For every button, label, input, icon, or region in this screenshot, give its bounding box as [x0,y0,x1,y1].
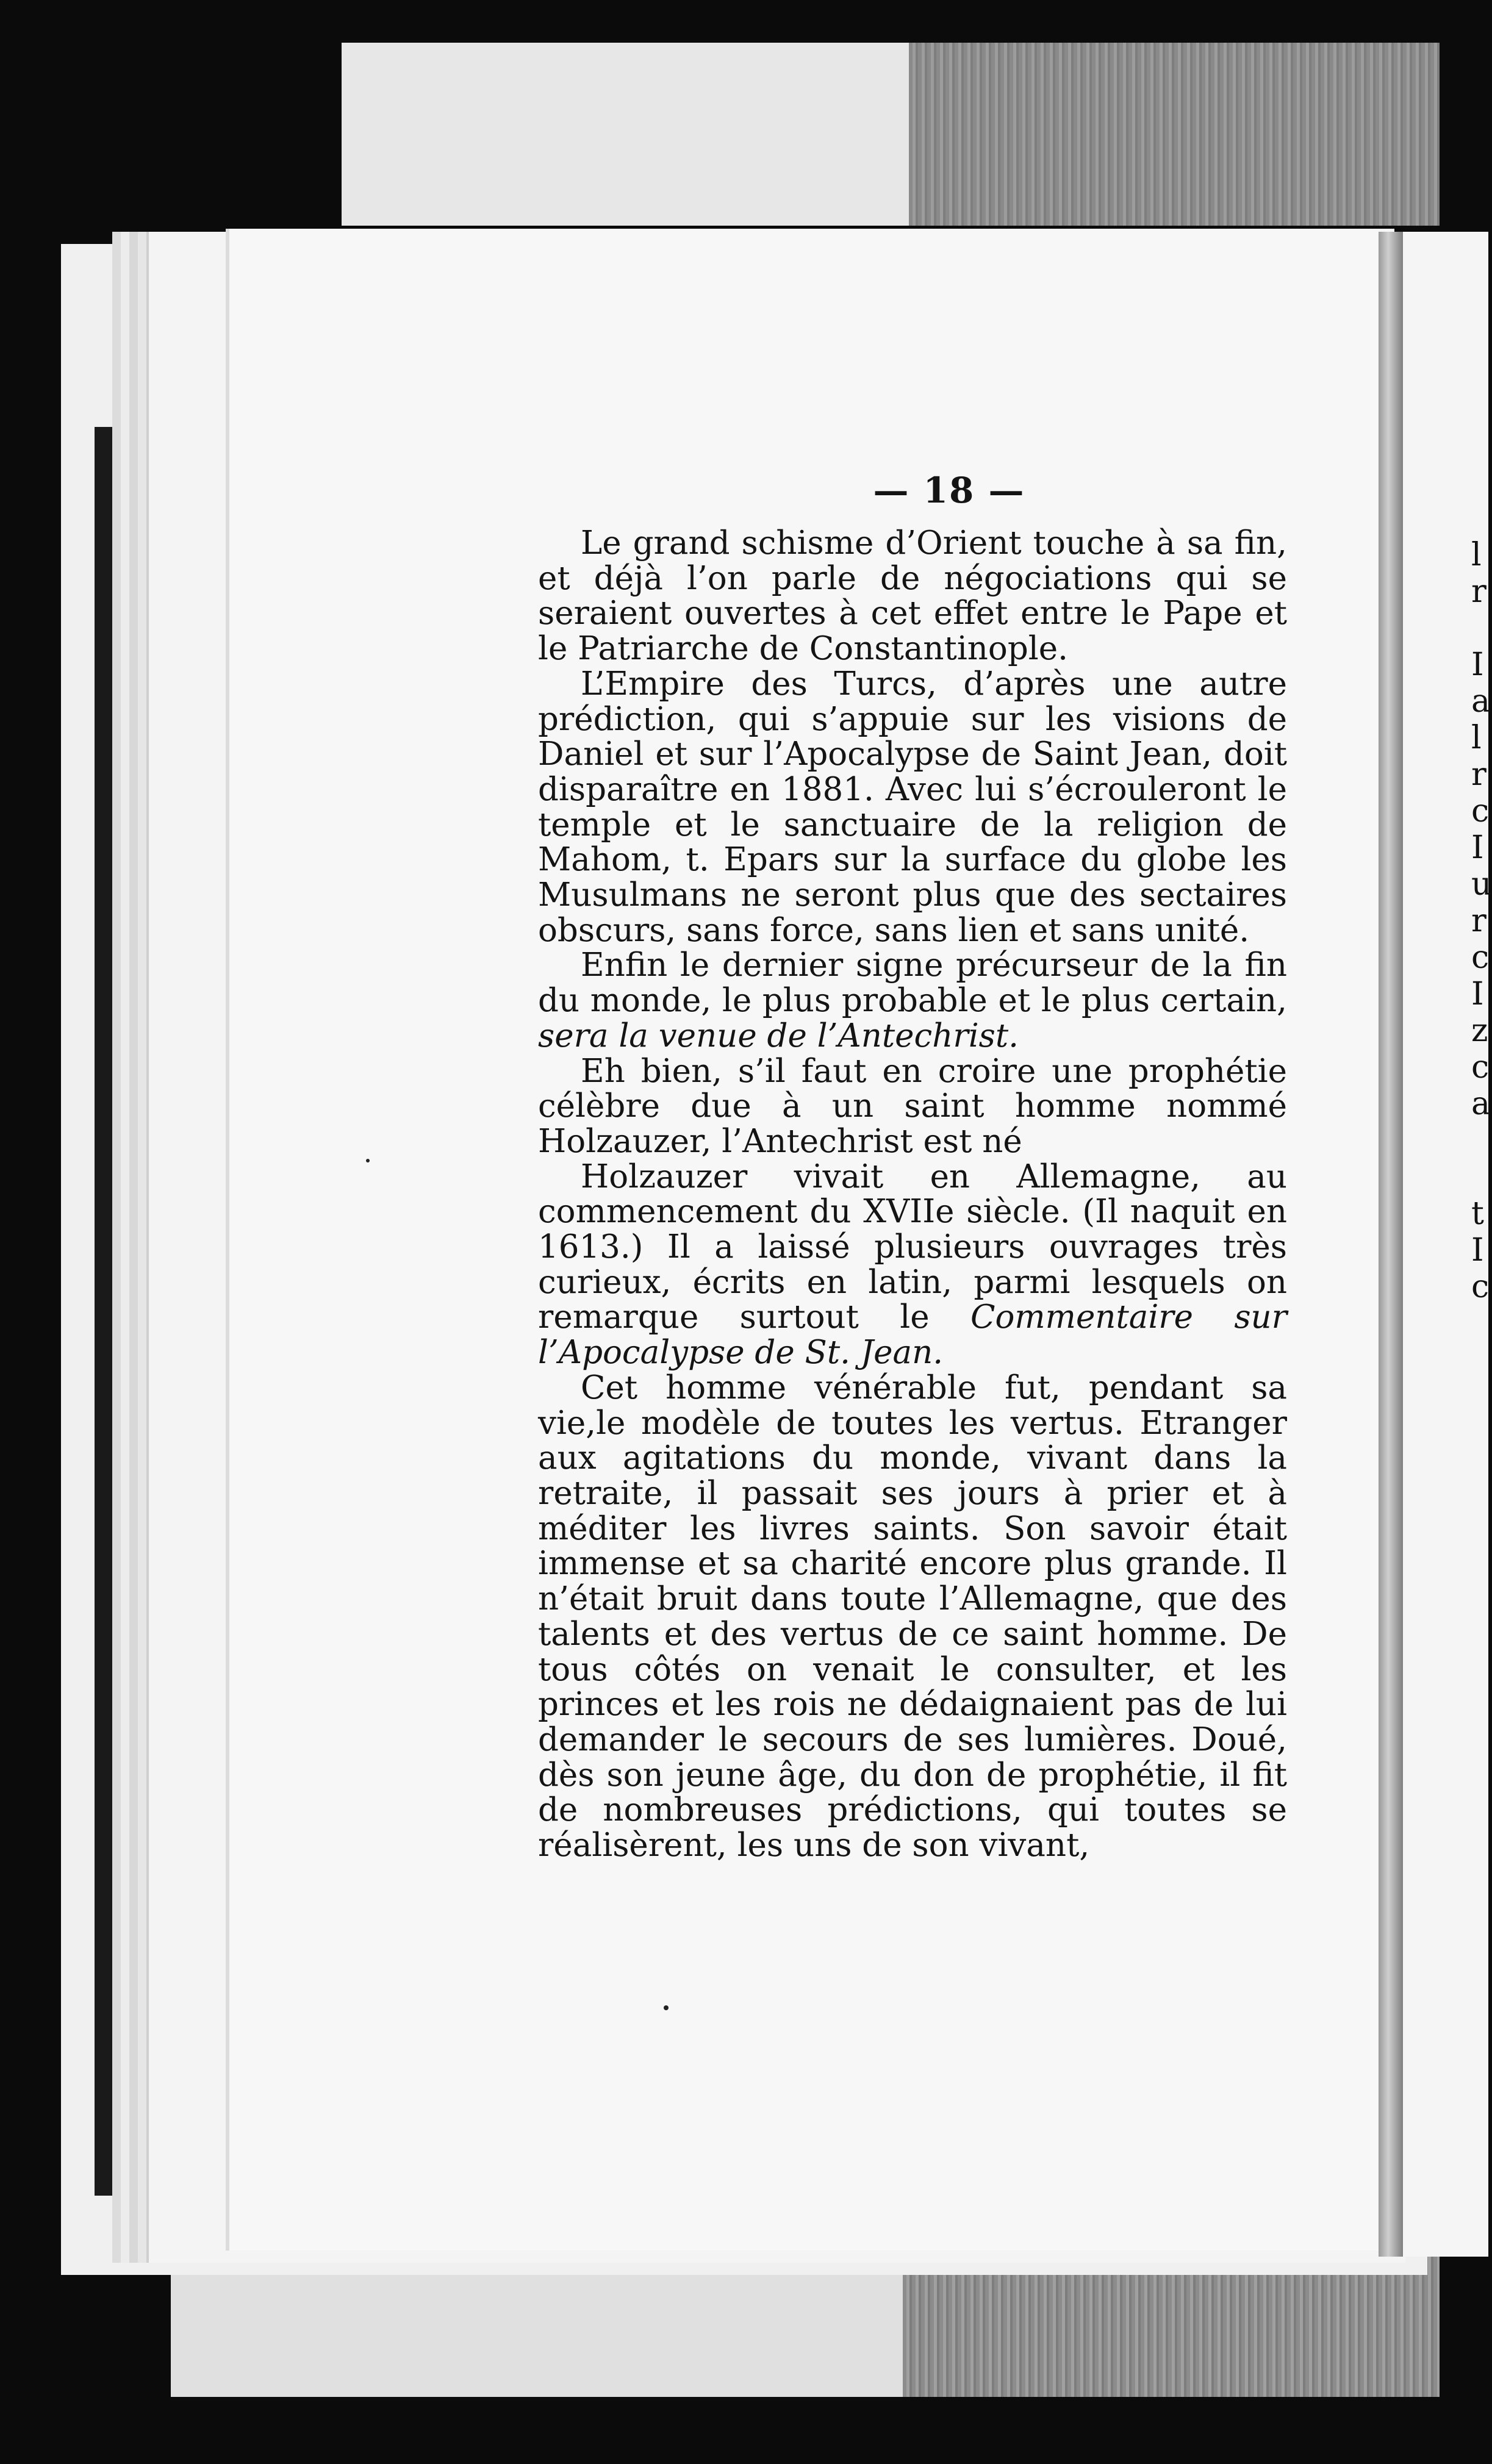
facing-page-letter: l [1471,720,1482,756]
background-textured-strip [909,43,1440,226]
facing-page-letter: c [1471,939,1490,976]
page-text-block [538,470,1287,1863]
facing-page-letter: c [1471,1269,1490,1305]
facing-page-letter: z [1471,1012,1488,1049]
paragraph-text: L’Empire des Turcs, d’après une autre prédiction, qui s’appuie sur les visions de Daniel et sur l’Apocalypse de Saint Jean, doit disparaître en 1881. Avec lui s’écrouleront le temple et le sanctuaire de la religion de Mahom, t. Epars sur la surface du globe les Musulmans ne seront plus que des sectaires obscurs, sans force, sans lien et sans unité. [538,665,1287,949]
facing-page-letter: I [1471,1232,1484,1269]
facing-page-letter: a [1471,1086,1491,1122]
ink-speck [664,2005,669,2010]
facing-page-letter: u [1471,866,1492,903]
facing-page-letter: t [1471,1195,1484,1232]
facing-page-letter: l [1471,537,1482,573]
paragraph-text: Holzauzer vivait en Allemagne, au commencement du XVIIe siècle. (Il naquit en 1613.) Il a laissé plusieurs ouvrages très curieux, écrits en latin, parmi lesquels on remarque surtout le [538,1158,1287,1336]
page-number: — 18 — [873,470,1025,511]
book-gutter [1379,232,1403,2257]
facing-page-letter: I [1471,976,1484,1012]
ink-speck [366,1159,370,1162]
facing-page-letter: a [1471,683,1491,720]
paragraph [538,1054,1287,1159]
facing-page-letter: I [1471,829,1484,866]
paragraph-italic: sera la venue de l’Antechrist. [538,1017,1019,1055]
facing-page-letter: r [1471,903,1487,939]
paragraph [538,526,1287,667]
facing-page-letter: r [1471,756,1487,793]
paragraph [538,1159,1287,1370]
paragraph [538,948,1287,1053]
paragraph-text: Le grand schisme d’Orient touche à sa fin, et déjà l’on parle de négociations qui se seraient ouvertes à cet effet entre le Pape et le Patriarche de Constantinople. [538,525,1287,668]
facing-page-letter: c [1471,793,1490,829]
paragraph [538,1370,1287,1863]
paragraph [538,667,1287,948]
background-sheet-top [342,43,1440,226]
page-edge-shadow [95,427,113,2196]
paragraph-text: Eh bien, s’il faut en croire une prophétie célèbre due à un saint homme nommé Holzauzer, l’Antechrist est né [538,1052,1287,1160]
facing-page-letter: c [1471,1049,1490,1086]
facing-page-letter: I [1471,646,1484,683]
paragraph-text: Cet homme vénérable fut, pendant sa vie,le modèle de toutes les vertus. Etranger aux agitations du monde, vivant dans la retraite, il passait ses jours à prier et à méditer les livres saints. Son savoir était immense et sa charité encore plus grande. Il n’était bruit dans toute l’Allemagne, que des talents et des vertus de ce saint homme. De tous côtés on venait le consulter, et les princes et les rois ne dédaignaient pas de lui demander le secours de ses lumières. Doué, dès son jeune âge, du don de prophétie, il fit de nombreuses prédictions, qui toutes se réalisèrent, les uns de son vivant, [538,1369,1287,1864]
background-textured-strip [903,2257,1440,2397]
paragraph-text: Enfin le dernier signe précurseur de la fin du monde, le plus probable et le plus certain, [538,947,1287,1020]
background-sheet-bottom [171,2257,1440,2397]
paragraph-italic: Commentaire sur l’Apocalypse de St. Jean. [538,1298,1287,1372]
facing-page-letter: r [1471,573,1487,610]
